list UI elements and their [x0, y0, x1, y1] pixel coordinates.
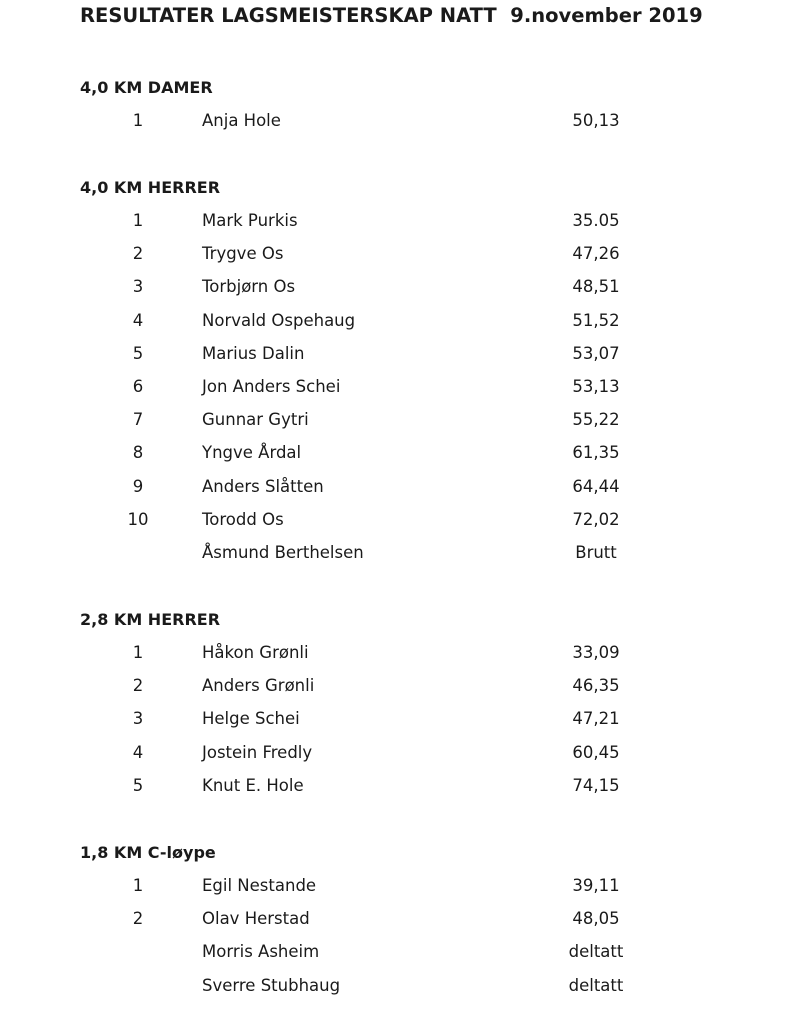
finish-time: 48,51 [572, 277, 620, 296]
finish-time: deltatt [568, 976, 624, 995]
placement: 1 [132, 111, 144, 130]
participant-name: Jon Anders Schei [202, 377, 341, 396]
participant-name: Trygve Os [202, 244, 284, 263]
placement: 4 [132, 311, 144, 330]
result-row [0, 443, 793, 476]
placement: 1 [132, 876, 144, 895]
finish-time: 53,13 [572, 377, 620, 396]
finish-time: 51,52 [572, 311, 620, 330]
result-row [0, 543, 793, 576]
result-row [0, 643, 793, 676]
result-row [0, 909, 793, 942]
finish-time: 55,22 [572, 410, 620, 429]
page-title: RESULTATER LAGSMEISTERSKAP NATT 9.november 2019 [80, 4, 703, 27]
finish-time: 64,44 [572, 477, 620, 496]
result-row [0, 311, 793, 344]
result-row [0, 709, 793, 742]
participant-name: Torodd Os [202, 510, 284, 529]
placement: 9 [132, 477, 144, 496]
participant-name: Knut E. Hole [202, 776, 304, 795]
participant-name: Anders Slåtten [202, 477, 324, 496]
participant-name: Egil Nestande [202, 876, 317, 895]
participant-name: Jostein Fredly [202, 743, 313, 762]
finish-time: deltatt [568, 942, 624, 961]
finish-time: 48,05 [572, 909, 620, 928]
finish-time: 47,26 [572, 244, 620, 263]
placement: 8 [132, 443, 144, 462]
result-row [0, 942, 793, 975]
finish-time: 72,02 [572, 510, 620, 529]
placement: 1 [132, 643, 144, 662]
participant-name: Olav Herstad [202, 909, 310, 928]
participant-name: Marius Dalin [202, 344, 305, 363]
participant-name: Morris Asheim [202, 942, 320, 961]
placement: 3 [132, 709, 144, 728]
finish-time: 46,35 [572, 676, 620, 695]
participant-name: Gunnar Gytri [202, 410, 309, 429]
placement: 4 [132, 743, 144, 762]
section-heading: 1,8 KM C-løype [80, 843, 216, 862]
finish-time: 39,11 [572, 876, 620, 895]
result-row [0, 377, 793, 410]
result-row [0, 477, 793, 510]
finish-time: 61,35 [572, 443, 620, 462]
participant-name: Helge Schei [202, 709, 300, 728]
placement: 2 [132, 244, 144, 263]
placement: 7 [132, 410, 144, 429]
result-row [0, 776, 793, 809]
placement: 6 [132, 377, 144, 396]
placement: 5 [132, 776, 144, 795]
result-row [0, 876, 793, 909]
placement: 5 [132, 344, 144, 363]
participant-name: Mark Purkis [202, 211, 298, 230]
finish-time: 53,07 [572, 344, 620, 363]
participant-name: Torbjørn Os [202, 277, 296, 296]
finish-time: 50,13 [572, 111, 620, 130]
placement: 2 [132, 909, 144, 928]
participant-name: Anja Hole [202, 111, 281, 130]
result-row [0, 743, 793, 776]
section-heading: 4,0 KM DAMER [80, 78, 213, 97]
finish-time: 74,15 [572, 776, 620, 795]
result-row [0, 111, 793, 144]
finish-time: 60,45 [572, 743, 620, 762]
result-row [0, 244, 793, 277]
result-row [0, 410, 793, 443]
finish-time: 35.05 [572, 211, 620, 230]
participant-name: Anders Grønli [202, 676, 315, 695]
result-row [0, 510, 793, 543]
placement: 3 [132, 277, 144, 296]
result-row [0, 277, 793, 310]
result-row [0, 211, 793, 244]
result-row [0, 976, 793, 1009]
result-row [0, 344, 793, 377]
finish-time: Brutt [575, 543, 617, 562]
placement: 10 [127, 510, 149, 529]
placement: 2 [132, 676, 144, 695]
participant-name: Yngve Årdal [202, 443, 302, 462]
result-row [0, 676, 793, 709]
finish-time: 47,21 [572, 709, 620, 728]
participant-name: Norvald Ospehaug [202, 311, 356, 330]
section-heading: 2,8 KM HERRER [80, 610, 221, 629]
section-heading: 4,0 KM HERRER [80, 178, 221, 197]
participant-name: Håkon Grønli [202, 643, 309, 662]
participant-name: Sverre Stubhaug [202, 976, 341, 995]
finish-time: 33,09 [572, 643, 620, 662]
placement: 1 [132, 211, 144, 230]
participant-name: Åsmund Berthelsen [202, 543, 364, 562]
